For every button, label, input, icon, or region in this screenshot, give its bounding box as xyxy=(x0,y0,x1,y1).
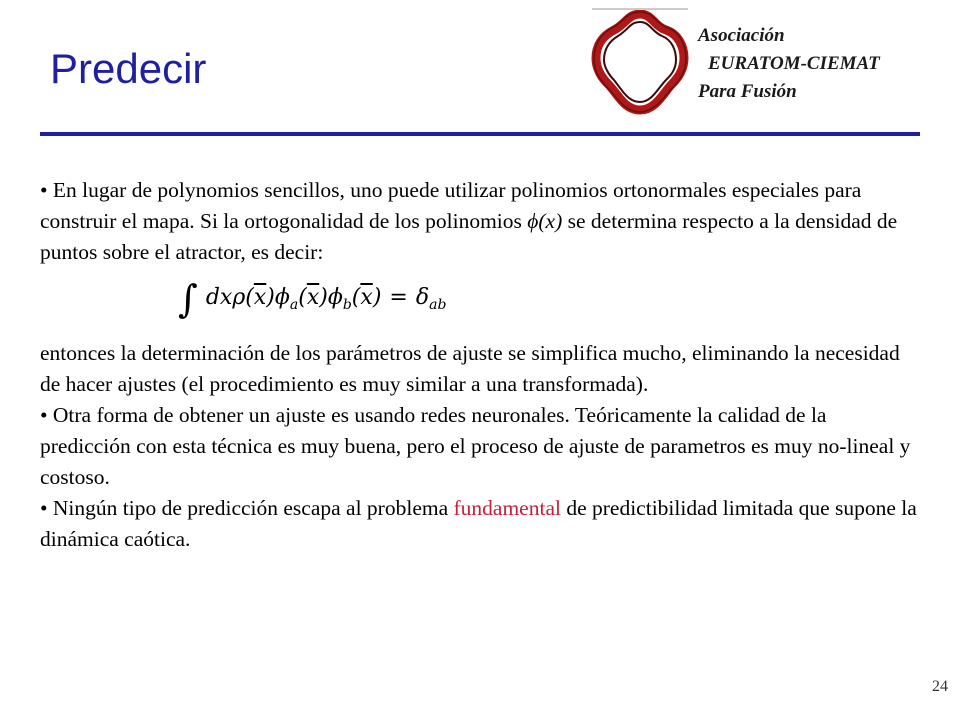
orthonormality-formula: ∫ $dx\rho(\overline{x})\phi_a(\overline{x})\phi_b(\overline{x}) = \delta_{ab}$ xyxy=(178,277,447,321)
formula-sub-a: a xyxy=(289,297,299,313)
formula-sub-ab: ab xyxy=(429,297,447,313)
page-number: 24 xyxy=(932,678,948,695)
slide-title: Predecir xyxy=(50,45,207,92)
phi-x-symbol: ϕ(x) xyxy=(527,209,563,233)
formula-dx: dx xyxy=(205,285,233,310)
integral-sign: ∫ xyxy=(178,277,198,321)
paragraph-orthonormal xyxy=(40,175,920,268)
formula-phi-a: ϕ xyxy=(274,285,290,310)
euratom-ciemat-logo-icon xyxy=(590,8,690,118)
organization-name xyxy=(698,22,880,106)
org-line-3: Para Fusión xyxy=(698,81,797,102)
p1-text-b: se determina respecto a la densidad de puntos sobre el atractor, es decir: xyxy=(40,209,898,264)
p4-text-a: • Ningún tipo de predicción escapa al problema xyxy=(40,496,454,520)
p1-text-a: • En lugar de polynomios sencillos, uno puede utilizar polinomios ortonormales especiales para construir el mapa. Si la ortogonalidad de los polinomios xyxy=(40,178,862,233)
paragraph-consequence: entonces la determinación de los parámetros de ajuste se simplifica mucho, eliminando la necesidad de hacer ajustes (el procedimiento es muy similar a una transformada). xyxy=(40,341,900,396)
formula-equals: = xyxy=(389,285,408,310)
p4-text-b: de predictibilidad limitada que supone la dinámica caótica. xyxy=(40,496,917,551)
formula-phi-b: ϕ xyxy=(327,285,343,310)
slide-body xyxy=(40,175,920,555)
formula-x-2: $\overline{x}$ xyxy=(306,285,320,310)
paragraph-neural-networks: • Otra forma de obtener un ajuste es usando redes neuronales. Teóricamente la calidad de la predicción con esta técnica es muy buena, pero el proceso de ajuste de parametros es muy no-lineal y costoso. xyxy=(40,403,911,489)
formula-x-1: $\overline{x}$ xyxy=(253,285,267,310)
formula-delta: δ xyxy=(415,285,430,310)
org-line-2: EURATOM-CIEMAT xyxy=(708,53,880,74)
paragraph-limits xyxy=(40,493,920,555)
formula-sub-b: b xyxy=(342,297,352,313)
formula-x-3: $\overline{x}$ xyxy=(360,285,373,310)
formula-rho: ρ xyxy=(232,285,246,310)
highlighted-word: fundamental xyxy=(453,496,561,520)
org-line-1: Asociación xyxy=(698,25,785,46)
title-divider xyxy=(40,132,920,136)
